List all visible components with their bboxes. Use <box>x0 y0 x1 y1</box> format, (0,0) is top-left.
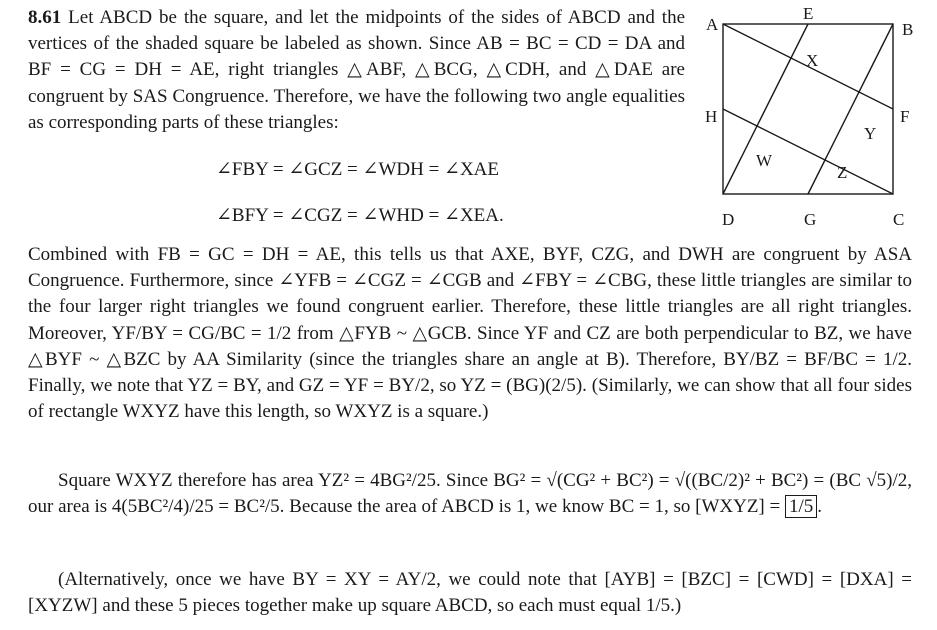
segment-bg <box>808 24 893 194</box>
problem-number: 8.61 <box>28 7 62 28</box>
answer-box: 1/5 <box>785 495 817 518</box>
label-c: C <box>893 210 905 229</box>
angle-equation-1: ∠FBY = ∠GCZ = ∠WDH = ∠XAE <box>216 159 500 180</box>
label-g: G <box>804 210 817 229</box>
angle-equation-2: ∠BFY = ∠CGZ = ∠WHD = ∠XEA. <box>216 205 504 226</box>
label-f: F <box>900 107 910 126</box>
intro-paragraph <box>28 5 685 136</box>
label-d: D <box>722 210 735 229</box>
area-period: . <box>817 496 823 518</box>
square-diagram-svg <box>700 0 937 238</box>
label-a: A <box>706 15 719 34</box>
label-w: W <box>756 151 773 170</box>
square-abcd <box>723 24 893 194</box>
square-diagram <box>700 0 937 238</box>
area-paragraph <box>28 468 912 520</box>
congruence-paragraph: Combined with FB = GC = DH = AE, this tells us that AXE, BYF, CZG, and DWH are congruent by ASA Congruence. Furthermore, since ∠YFB = ∠CGZ = ∠CGB and ∠FBY = ∠CBG, these little triangles are similar to the four larger right triangles we found congruent earlier. Therefore, these little triangles are all right triangles. Moreover, YF/BY = CG/BC = 1/2 from △FYB ~ △GCB. Since YF and CZ are both perpendicular to BZ, we have △BYF ~ △BZC by AA Similarity (since the triangles share an angle at B). Therefore, BY/BZ = BF/BC = 1/2. Finally, we note that YZ = BY, and GZ = YF = BY/2, so YZ = (BG)(2/5). (Similarly, we can show that all four sides of rectangle WXYZ have this length, so WXYZ is a square.) <box>28 244 912 423</box>
label-x: X <box>806 51 819 70</box>
label-y: Y <box>864 124 877 143</box>
label-e: E <box>803 4 814 23</box>
segment-ch <box>723 109 893 194</box>
alternative-paragraph: (Alternatively, once we have BY = XY = AY/2, we could note that [AYB] = [BZC] = [CWD] = [DXA] = [XYZW] and these 5 pieces together make up square ABCD, so each must equal 1/5.) <box>28 569 912 617</box>
label-z: Z <box>837 163 848 182</box>
label-h: H <box>705 107 718 126</box>
intro-text: Let ABCD be the square, and let the midpoints of the sides of ABCD and the vertices of the shaded square be labeled as shown. Since AB = BC = CD = DA and BF = CG = DH = AE, right triangles △ABF, △BCG, △CDH, and △DAE are congruent by SAS Congruence. Therefore, we have the following two angle equalities as corresponding parts of these triangles: <box>28 7 686 133</box>
area-text: Square WXYZ therefore has area YZ² = 4BG²/25. Since BG² = √(CG² + BC²) = √((BC/2)² + BC²) = (BC √5)/2, our area is 4(5BC²/4)/25 = BC²/5. Because the area of ABCD is 1, we know BC = 1, so [WXYZ] = <box>28 470 912 518</box>
label-b: B <box>902 20 914 39</box>
